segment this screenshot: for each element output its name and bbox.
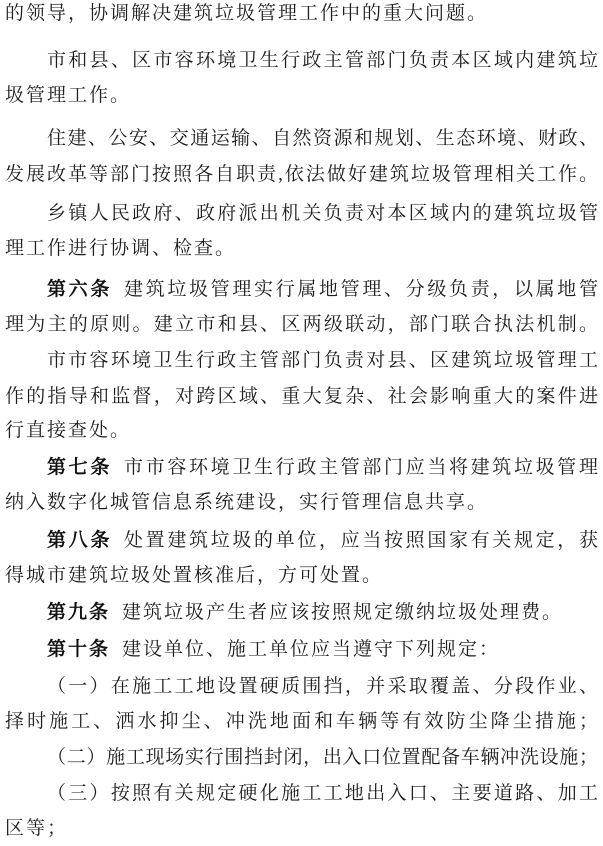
- article-line: [47, 278, 598, 302]
- text-line: 理工作进行协调、检查。: [5, 238, 237, 259]
- article-line: [47, 456, 598, 480]
- text-line: 择时施工、洒水抑尘、冲洗地面和车辆等有效防尘降尘措施；: [5, 711, 598, 732]
- article-text: 建设单位、施工单位应当遵守下列规定：: [122, 639, 501, 660]
- article-label: 第六条: [47, 279, 112, 300]
- text-line: 区等；: [5, 818, 69, 839]
- article-line: [47, 601, 598, 625]
- list-item-line: （二）施工现场实行围挡封闭，出入口位置配备车辆冲洗设施；: [47, 747, 598, 768]
- article-line: [47, 529, 598, 553]
- text-line: 乡镇人民政府、政府派出机关负责对本区域内的建筑垃圾管: [47, 203, 598, 224]
- text-line: 得城市建筑垃圾处置核准后，方可处置。: [5, 565, 384, 586]
- text-line: 作的指导和监督，对跨区域、重大复杂、社会影响重大的案件进: [5, 386, 598, 407]
- article-label: 第八条: [47, 530, 112, 551]
- text-line: 住建、公安、交通运输、自然资源和规划、生态环境、财政、: [47, 128, 598, 149]
- article-line: [47, 638, 598, 662]
- text-line: 行直接查处。: [5, 420, 132, 441]
- text-line: 纳入数字化城管信息系统建设，实行管理信息共享。: [5, 492, 489, 513]
- article-label: 第七条: [47, 457, 112, 478]
- text-line: 的领导，协调解决建筑垃圾管理工作中的重大问题。: [5, 3, 489, 24]
- article-label: 第九条: [47, 602, 111, 623]
- article-label: 第十条: [47, 639, 111, 660]
- list-item-line: （一）在施工工地设置硬质围挡，并采取覆盖、分段作业、: [47, 676, 598, 697]
- article-text: 建筑垃圾产生者应该按照规定缴纳垃圾处理费。: [122, 602, 564, 623]
- text-line: 理为主的原则。建立市和县、区两级联动，部门联合执法机制。: [5, 314, 598, 335]
- text-line: 市市容环境卫生行政主管部门负责对县、区建筑垃圾管理工: [47, 350, 598, 371]
- article-text: 市市容环境卫生行政主管部门应当将建筑垃圾管理: [124, 457, 598, 478]
- article-text: 建筑垃圾管理实行属地管理、分级负责，以属地管: [124, 279, 598, 300]
- article-text: 处置建筑垃圾的单位，应当按照国家有关规定，获: [124, 530, 598, 551]
- text-line: 发展改革等部门按照各自职责,依法做好建筑垃圾管理相关工作。: [5, 164, 598, 185]
- text-line: 市和县、区市容环境卫生行政主管部门负责本区域内建筑垃: [47, 50, 598, 71]
- text-line: 圾管理工作。: [5, 85, 132, 106]
- list-item-line: （三）按照有关规定硬化施工工地出入口、主要道路、加工: [47, 783, 598, 804]
